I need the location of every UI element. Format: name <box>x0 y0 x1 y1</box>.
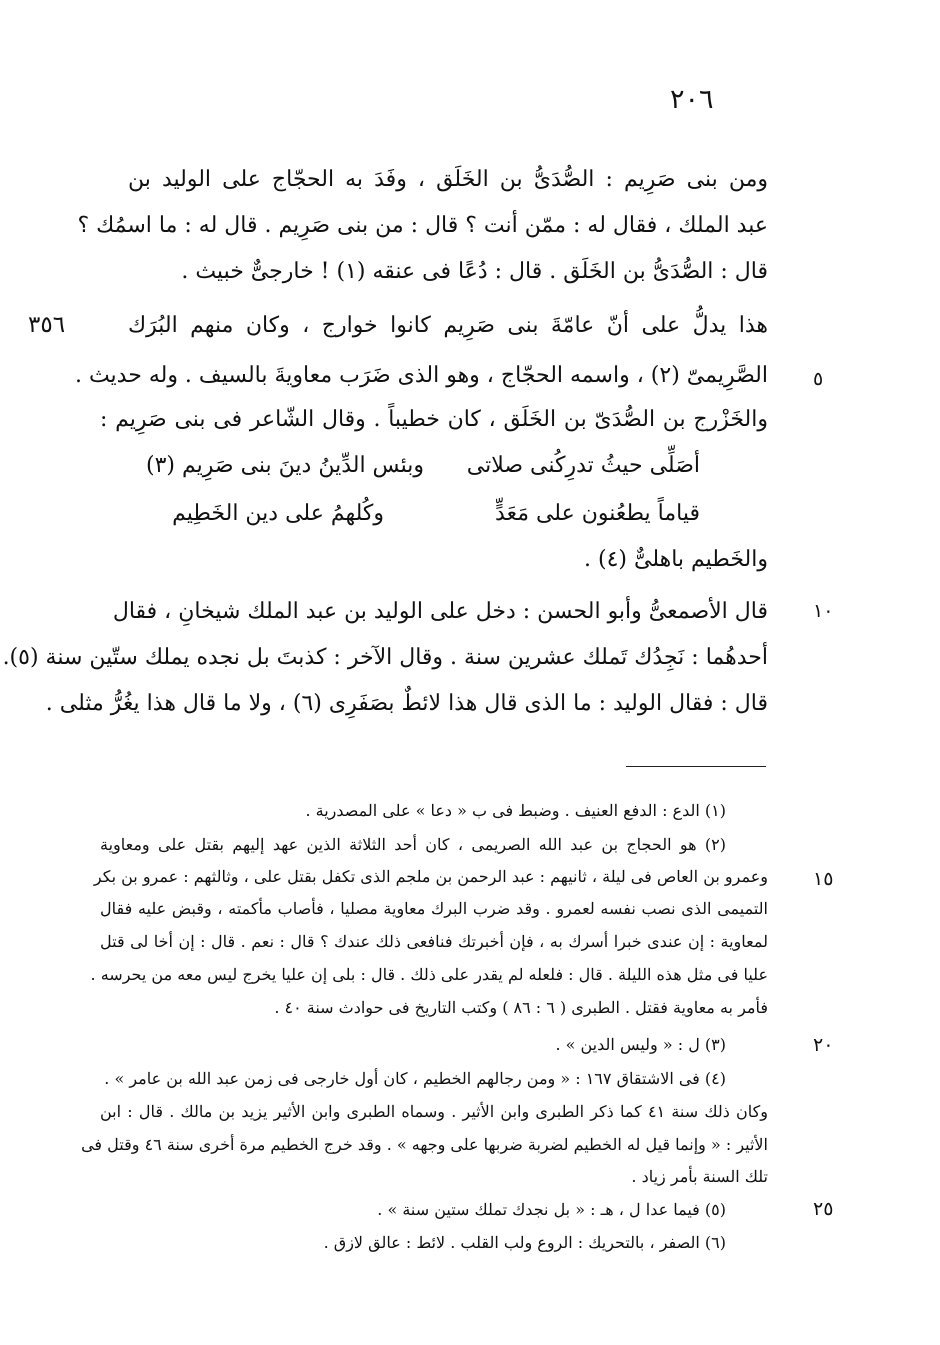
footnote-line: (٢) هو الحجاج بن عبد الله الصريمى ، كان أحد الثلاثة الذين عهد إليهم بقتل على ومعاوية <box>100 835 726 854</box>
body-line: والخَزْرج بن الصُّدَىّ بن الخَلَق ، كان خطيباً . وقال الشّاعر فى بنى صَرِيم : <box>100 407 768 432</box>
footnote-line: وعمرو بن العاص فى ليلة ، ثانيهم : عبد الرحمن بن ملجم الذى تكفل بقتل على ، وثالثهم : عمرو بن بكر <box>93 867 768 886</box>
margin-ref-356: ٣٥٦ <box>28 312 66 338</box>
footnote-rule <box>626 766 766 767</box>
footnote-line: (٣) ل : « وليس الدين » . <box>555 1035 726 1054</box>
line-number-25: ٢٥ <box>813 1198 834 1220</box>
footnote-line: (٤) فى الاشتقاق ١٦٧ : « ومن رجالهم الخطيم ، كان أول خارجى فى زمن عبد الله بن عامر » . <box>104 1069 726 1088</box>
line-number-5: ٥ <box>813 368 824 390</box>
footnote-line: عليا فى مثل هذه الليلة . قال : فلعله لم يقدر على ذلك . قال : بلى إن عليا يخرج ليس معه من يحرسه . <box>90 965 768 984</box>
footnote-line: لمعاوية : إن عندى خبرا أسرك به ، فإن أخبرتك فنافعى ذلك عندك ؟ قال : نعم . قال : إن أخا لى قتل <box>100 932 769 951</box>
footnote-line: وكان ذلك سنة ٤١ كما ذكر الطبرى وابن الأثير . وسماه الطبرى وابن الأثير يزيد بن مالك . قال : ابن <box>100 1102 768 1121</box>
body-line: هذا يدلُّ على أنّ عامّةَ بنى صَرِيم كانوا خوارج ، وكان منهم البُرَك <box>128 313 768 338</box>
verse-hemistich: وبئس الدِّينُ دينَ بنى صَرِيم (٣) <box>146 453 424 478</box>
footnote-line: (٦) الصفر ، بالتحريك : الروع ولب القلب . لائط : عالق لازق . <box>323 1233 726 1252</box>
line-number-20: ٢٠ <box>813 1034 834 1056</box>
verse-hemistich: قياماً يطعُنون على مَعَدٍّ <box>495 501 700 526</box>
body-line: الصَّرِيمىّ (٢) ، واسمه الحجّاج ، وهو الذى ضَرَب معاويةَ بالسيف . وله حديث . <box>74 363 768 388</box>
body-line: قال الأصمعىُّ وأبو الحسن : دخل على الوليد بن عبد الملك شيخانِ ، فقال <box>112 599 768 624</box>
verse-hemistich: أصَلِّى حيثُ تدرِكُنى صلاتى <box>466 453 700 478</box>
line-number-15: ١٥ <box>813 868 834 890</box>
verse-hemistich: وكُلهمُ على دين الخَطِيم <box>172 501 384 526</box>
footnote-line: (٥) فيما عدا ل ، هـ : « بل نجدك تملك ستين سنة » . <box>377 1200 726 1219</box>
body-line: أحدهُما : نَجِدُك تَملك عشرين سنة . وقال الآخر : كذبتَ بل نجده يملك ستّين سنة (٥). <box>2 645 768 670</box>
footnote-line: (١) الدع : الدفع العنيف . وضبط فى ب « دعا » على المصدرية . <box>305 801 726 820</box>
body-line: قال : فقال الوليد : ما الذى قال هذا لائطٌ بصَفَرِى (٦) ، ولا ما قال هذا يغُرُّ مثلى . <box>45 691 768 716</box>
footnote-line: تلك السنة بأمر زياد . <box>631 1167 768 1186</box>
page-number: ٢٠٦ <box>670 84 714 115</box>
footnote-line: فأمر به معاوية فقتل . الطبرى ( ٦ : ٨٦ ) وكتب التاريخ فى حوادث سنة ٤٠ . <box>274 998 768 1017</box>
body-line: ومن بنى صَرِيم : الصُّدَىُّ بن الخَلَق ، وفَدَ به الحجّاج على الوليد بن <box>128 167 768 192</box>
footnote-line: التميمى الذى نصب نفسه لعمرو . وقد ضرب البرك معاوية مصليا ، فأصاب مأكمته ، وقبض عليه فقال <box>100 899 768 918</box>
body-line: عبد الملك ، فقال له : ممّن أنت ؟ قال : من بنى صَرِيم . قال له : ما اسمُك ؟ <box>77 213 768 238</box>
verse-note: والخَطيم باهلىٌّ (٤) . <box>584 547 768 572</box>
body-line: قال : الصُّدَىُّ بن الخَلَق . قال : دُعًا فى عنقه (١) ! خارجىٌّ خبيث . <box>181 259 768 284</box>
line-number-10: ١٠ <box>813 600 834 622</box>
footnote-line: الأثير : « وإنما قيل له الخطيم لضربة ضربها على وجهه » . وقد خرج الخطيم مرة أخرى سنة ٤٦ وقتل فى <box>81 1135 768 1154</box>
